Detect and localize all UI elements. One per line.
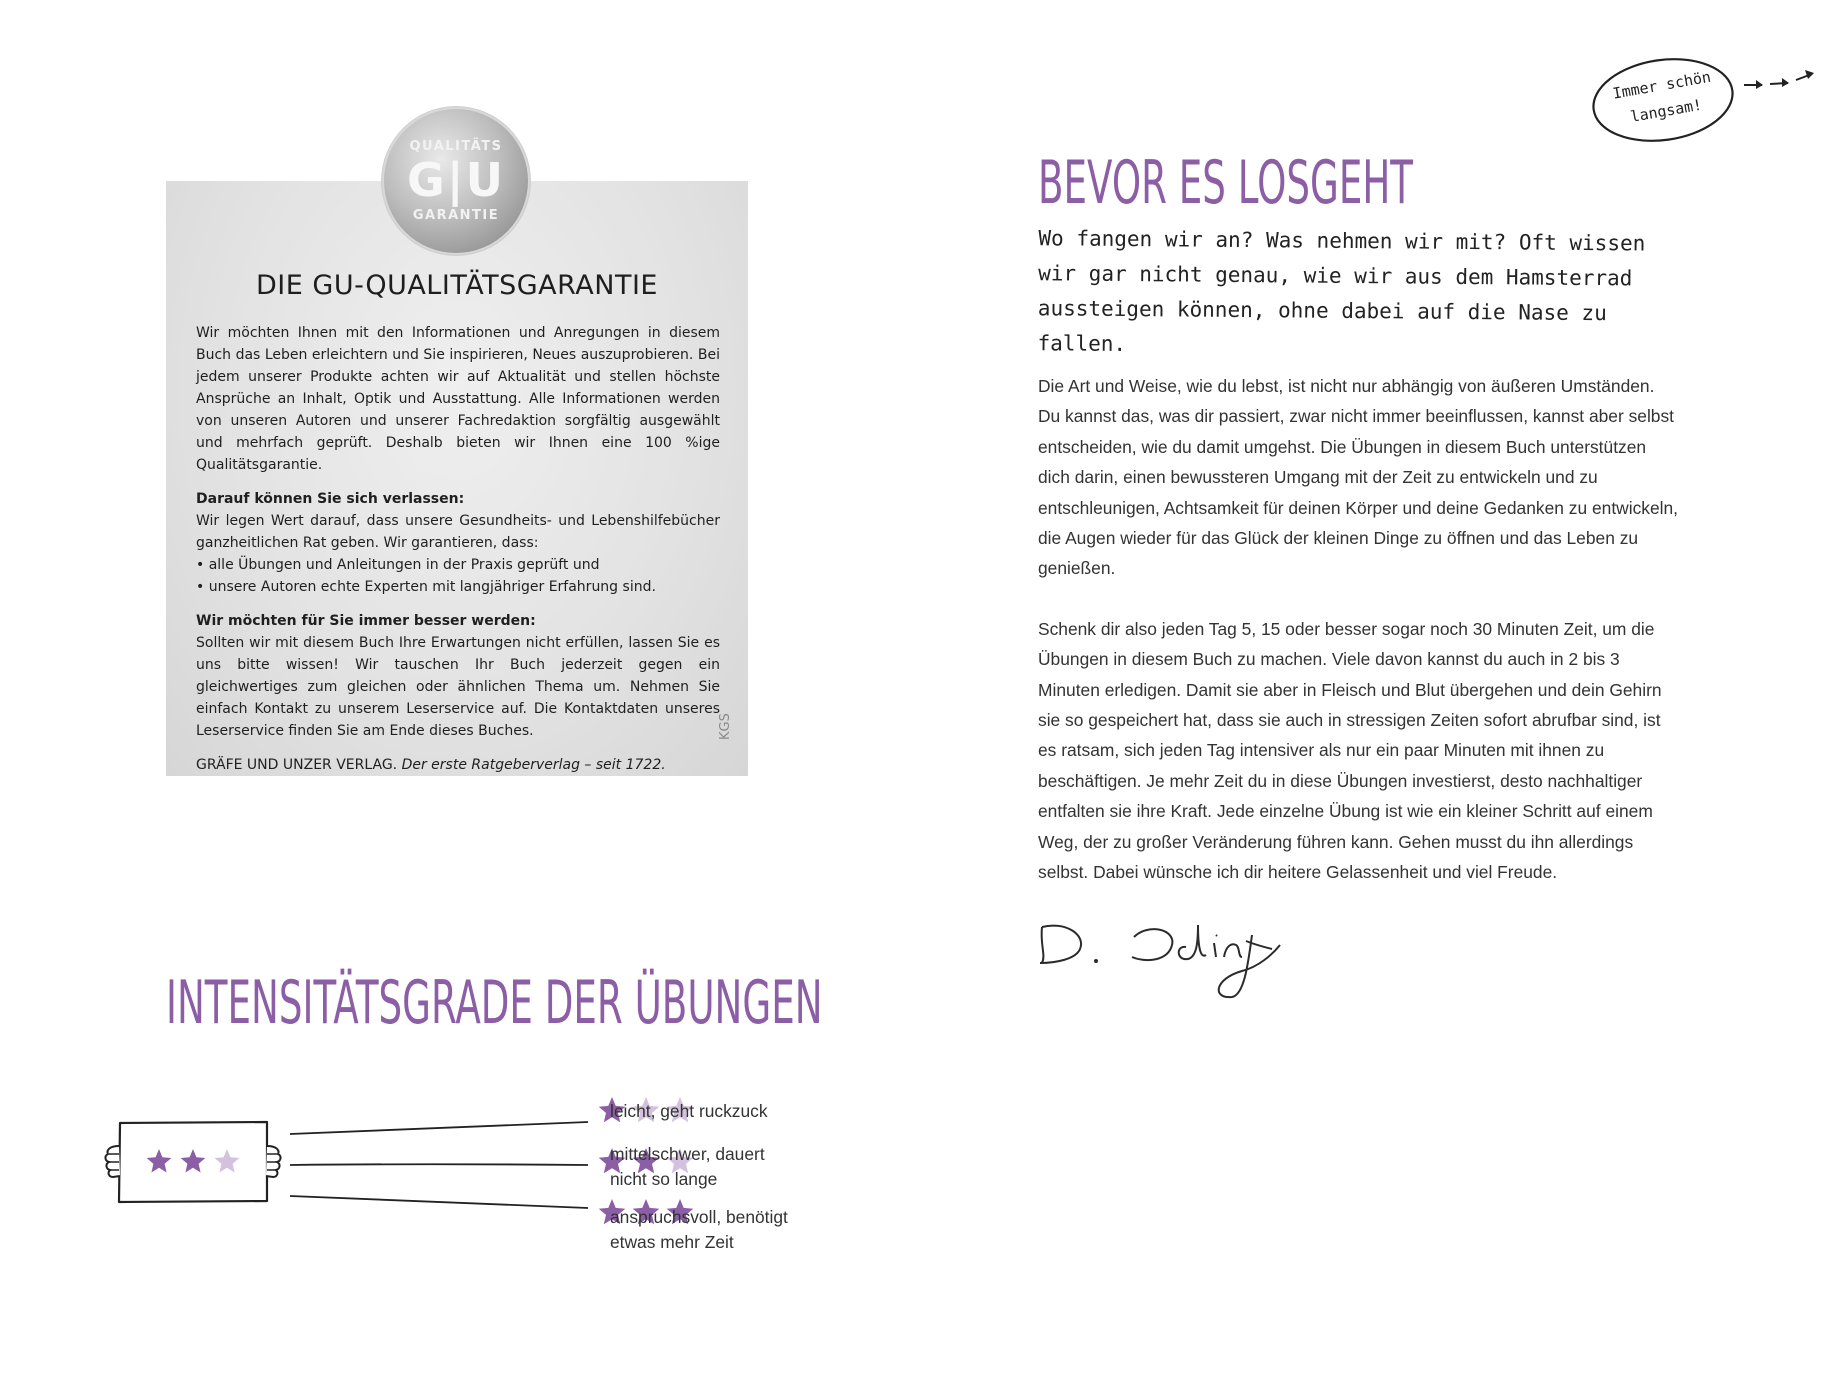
- intro-paragraph: Die Art und Weise, wie du lebst, ist nicht nur abhängig von äußeren Umständen. Du kannst das, was dir passiert, zwar nicht immer beeinflussen, kannst aber selbst entscheiden, wie du damit umgehst. Die Übungen in diesem Buch unterstützen dich darin, einen bewussteren Umgang mit der Zeit zu entwickeln und zu entschleunigen, Achtsamkeit für deinen Körper und deine Gedanken zu entwickeln, die Augen wieder für das Glück der kleinen Dinge zu öffnen und das Leben zu genießen.: [1038, 376, 1678, 579]
- guarantee-text: [196, 322, 720, 788]
- author-signature: [1036, 915, 1336, 1005]
- arrow-icon: [1744, 80, 1763, 89]
- bubble-text: Immer schön langsam!: [1611, 67, 1713, 126]
- intro-lead: Wo fangen wir an? Was nehmen wir mit? Oft wissen wir gar nicht genau, wie wir aus dem Hamsterrad aussteigen können, ohne dabei auf die Nase zu fallen.: [1037, 226, 1646, 356]
- arrow-icon: [1796, 70, 1814, 80]
- seal-bottom-text: GARANTIE: [412, 208, 500, 223]
- guarantee-better-section: [196, 610, 720, 742]
- connector-line: [290, 1164, 588, 1165]
- seal-logo: G|U: [407, 153, 505, 207]
- intro-heading: BEVOR ES LOSGEHT: [1038, 148, 1414, 218]
- guarantee-publisher-line: [196, 754, 720, 776]
- gu-quality-seal: [382, 107, 530, 255]
- seal-top-text: QUALITÄTS: [409, 139, 503, 154]
- publisher-name: GRÄFE UND UNZER VERLAG.: [196, 757, 398, 773]
- intro-body: [1038, 371, 1678, 918]
- connector-line: [290, 1122, 588, 1134]
- star-empty-icon: [215, 1149, 240, 1173]
- arrow-icon: [1770, 78, 1789, 87]
- intensity-level-label: mittelschwer, dauert nicht so lange: [610, 1144, 765, 1189]
- guarantee-bullet: • unsere Autoren echte Experten mit langjähriger Erfahrung sind.: [196, 579, 656, 595]
- connector-line: [290, 1196, 588, 1208]
- guarantee-rely-heading: Darauf können Sie sich verlassen:: [196, 491, 465, 507]
- rating-sign-illustration: [105, 1122, 280, 1202]
- guarantee-better-text: Sollten wir mit diesem Buch Ihre Erwartungen nicht erfüllen, lassen Sie es uns bitte wissen! Wir tauschen Ihr Buch jederzeit gegen ein gleichwertiges zum gleichen oder ähnlichen Thema um. Nehmen Sie einfach Kontakt zu unserem Leserservice auf. Die Kontaktdaten unseres Leserservice finden Sie am Ende dieses Buches.: [196, 635, 720, 739]
- intensity-heading: INTENSITÄTSGRADE DER ÜBUNGEN: [166, 968, 823, 1038]
- guarantee-code: KGS: [718, 713, 733, 740]
- guarantee-intro: Wir möchten Ihnen mit den Informationen und Anregungen in diesem Buch das Leben erleichtern und Sie inspirieren, Neues auszuprobieren. Bei jedem unserer Produkte achten wir auf Aktualität und stellen höchste Ansprüche an Inhalt, Optik und Ausstattung. Alle Informationen werden von unseren Autoren und unserer Fachredaktion sorgfältig ausgewählt und mehrfach geprüft. Deshalb bieten wir Ihnen eine 100 %ige Qualitätsgarantie.: [196, 325, 720, 473]
- intensity-level-label: leicht, geht ruckzuck: [610, 1101, 768, 1121]
- intro-paragraph: Schenk dir also jeden Tag 5, 15 oder besser sogar noch 30 Minuten Zeit, um die Übungen in diesem Buch zu machen. Viele davon kannst du auch in 2 bis 3 Minuten erledigen. Damit sie aber in Fleisch und Blut übergehen und dein Gehirn sie so gespeichert hat, dass sie auch in stressigen Zeiten sofort abrufbar sind, ist es ratsam, sich jeden Tag intensiver als nur ein paar Minuten mit ihnen zu beschäftigen. Je mehr Zeit du in diese Übungen investierst, desto nachhaltiger entfalten sie ihre Kraft. Jede einzelne Übung ist wie ein kleiner Schritt auf einem Weg, der zu großer Veränderung führen kann. Gehen musst du ihn allerdings selbst. Dabei wünsche ich dir heitere Gelassenheit und viel Freude.: [1038, 618, 1662, 883]
- star-filled-icon: [147, 1149, 172, 1173]
- guarantee-better-heading: Wir möchten für Sie immer besser werden:: [196, 613, 536, 629]
- guarantee-title: DIE GU-QUALITÄTSGARANTIE: [256, 270, 658, 301]
- guarantee-rely-text: Wir legen Wert darauf, dass unsere Gesundheits- und Lebenshilfebücher ganzheitlichen Rat geben. Wir garantieren, dass:: [196, 513, 720, 551]
- guarantee-rely-section: [196, 488, 720, 598]
- guarantee-bullet: • alle Übungen und Anleitungen in der Praxis geprüft und: [196, 557, 600, 573]
- publisher-tagline: Der erste Ratgeberverlag – seit 1722.: [401, 757, 666, 773]
- star-filled-icon: [181, 1149, 206, 1173]
- intensity-level-label: anspruchsvoll, benötigt etwas mehr Zeit: [610, 1207, 788, 1252]
